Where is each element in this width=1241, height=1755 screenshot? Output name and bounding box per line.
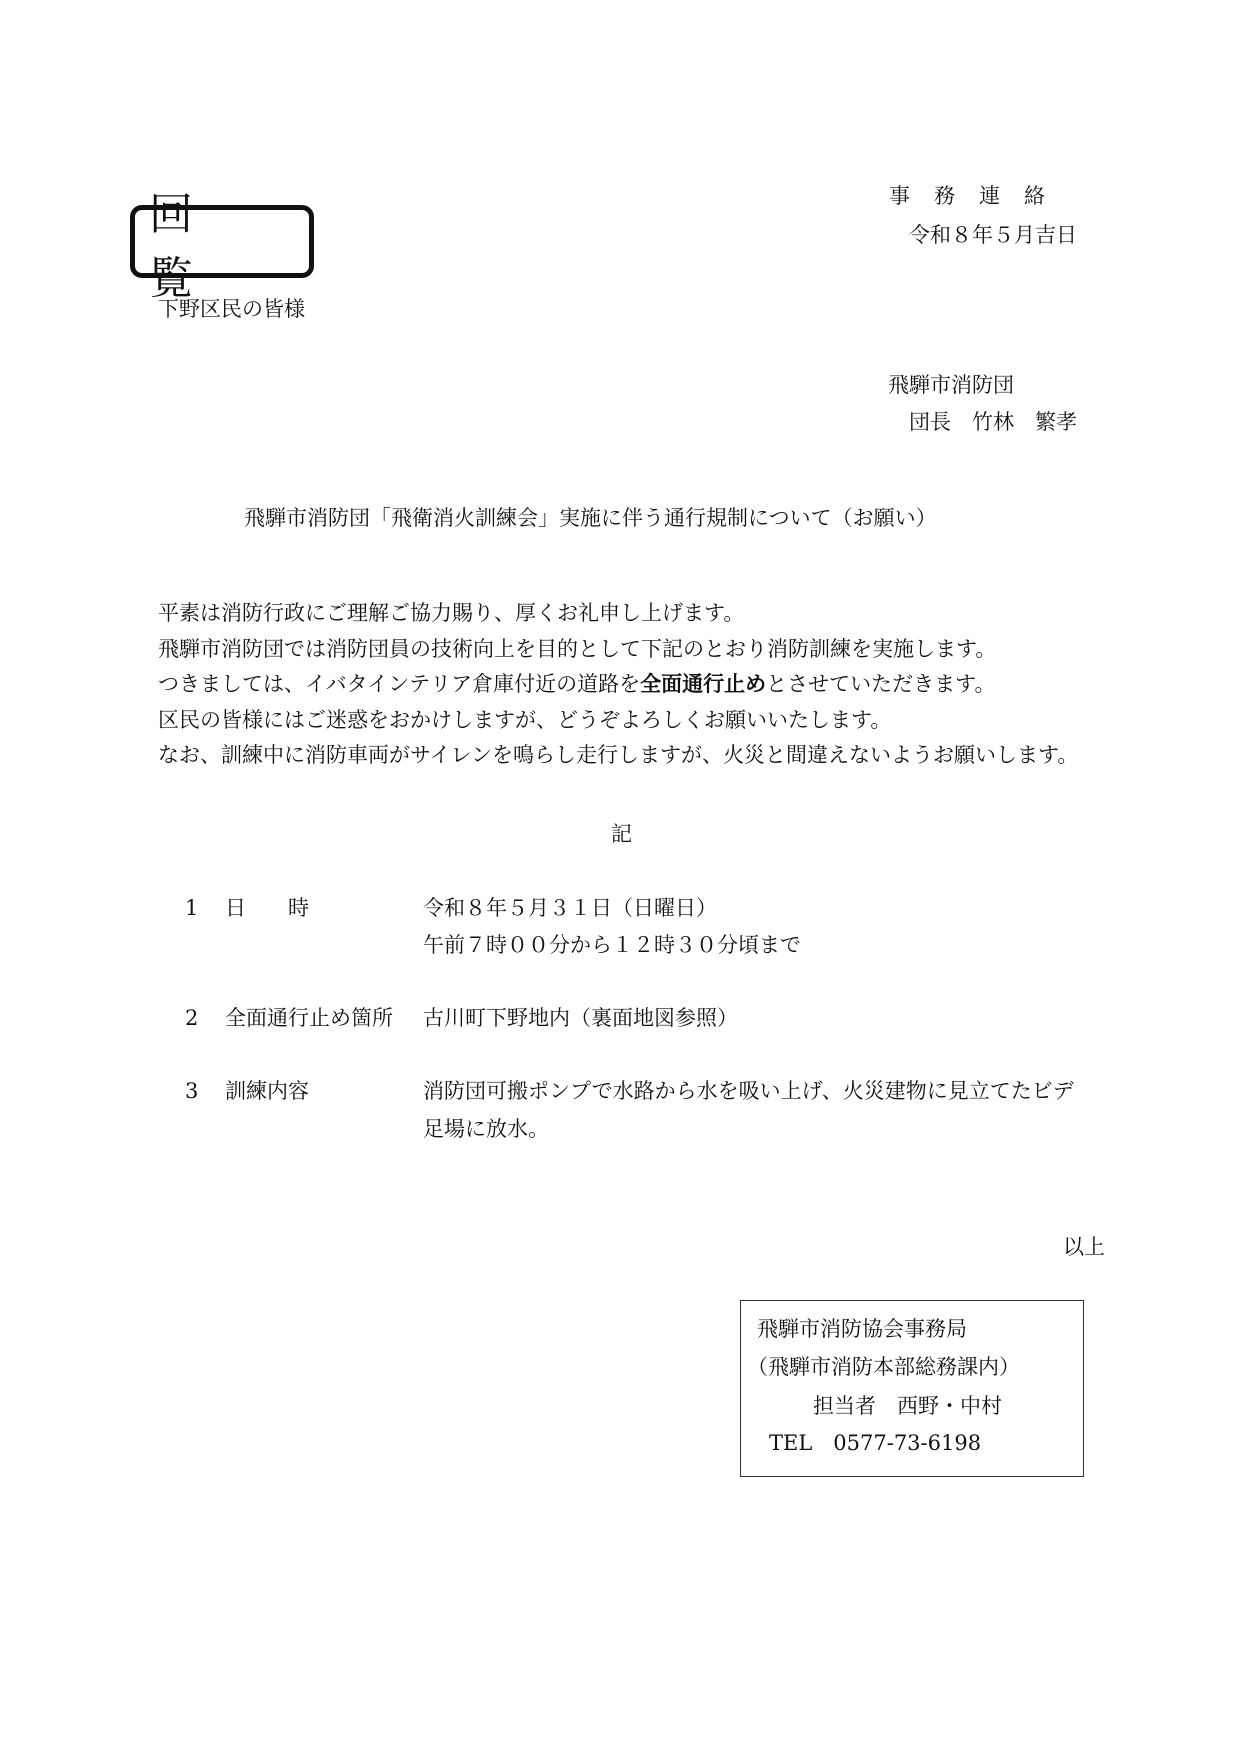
kairan-label: 回 覧 [149,188,213,304]
body-line-4: 区民の皆様にはご迷惑をおかけしますが、どうぞよろしくお願いいたします。 [158,708,892,732]
contact-department: （飛騨市消防本部総務課内） [747,1355,1020,1379]
contact-office: 飛騨市消防協会事務局 [757,1317,967,1341]
item-2-value-line-1: 古川町下野地内（裏面地図参照） [423,1006,738,1030]
item-3-value-line-2: 足場に放水。 [423,1117,549,1141]
item-3-value-line-1: 消防団可搬ポンプで水路から水を吸い上げ、火災建物に見立てたビデ [423,1079,1074,1103]
body-line-3 [158,674,996,695]
contact-phone: TEL 0577-73-6198 [769,1431,982,1455]
body-line-3-post: とさせていただきます。 [766,672,996,696]
contact-persons: 担当者 西野・中村 [813,1394,1002,1418]
sender-organization: 飛騨市消防団 [888,373,1014,397]
addressee: 下野区民の皆様 [158,297,305,321]
item-3-number: 3 [185,1079,199,1103]
item-1-value-line-1: 令和８年５月３１日（日曜日） [423,896,717,920]
item-1-number: 1 [185,896,199,920]
body-line-2: 飛騨市消防団では消防団員の技術向上を目的として下記のとおり消防訓練を実施します。 [158,637,997,661]
item-1-value-line-2: 午前７時００分から１２時３０分頃まで [423,933,801,957]
contact-box [740,1300,1084,1477]
body-line-3-pre: つきましては、イバタインテリア倉庫付近の道路を [158,672,641,696]
closing-ijo: 以上 [1063,1235,1105,1259]
document-title: 飛騨市消防団「飛衛消火訓練会」実施に伴う通行規制について（お願い） [244,506,937,530]
item-2-label: 全面通行止め箇所 [225,1006,393,1030]
road-closure-emphasis: 全面通行止め [640,672,767,696]
kairan-stamp [130,188,314,304]
ki-heading: 記 [611,822,632,846]
document-type: 事務連絡 [889,184,1069,208]
body-line-1: 平素は消防行政にご理解ご協力賜り、厚くお礼申し上げます。 [158,601,745,625]
body-line-5: なお、訓練中に消防車両がサイレンを鳴らし走行しますが、火災と間違えないようお願いします。 [158,743,1079,767]
item-2-number: 2 [185,1006,199,1030]
sender-name: 団長 竹林 繁孝 [909,410,1077,434]
document-date: 令和８年５月吉日 [909,223,1077,247]
item-3-label: 訓練内容 [225,1079,309,1103]
item-1-label: 日 時 [225,896,309,920]
